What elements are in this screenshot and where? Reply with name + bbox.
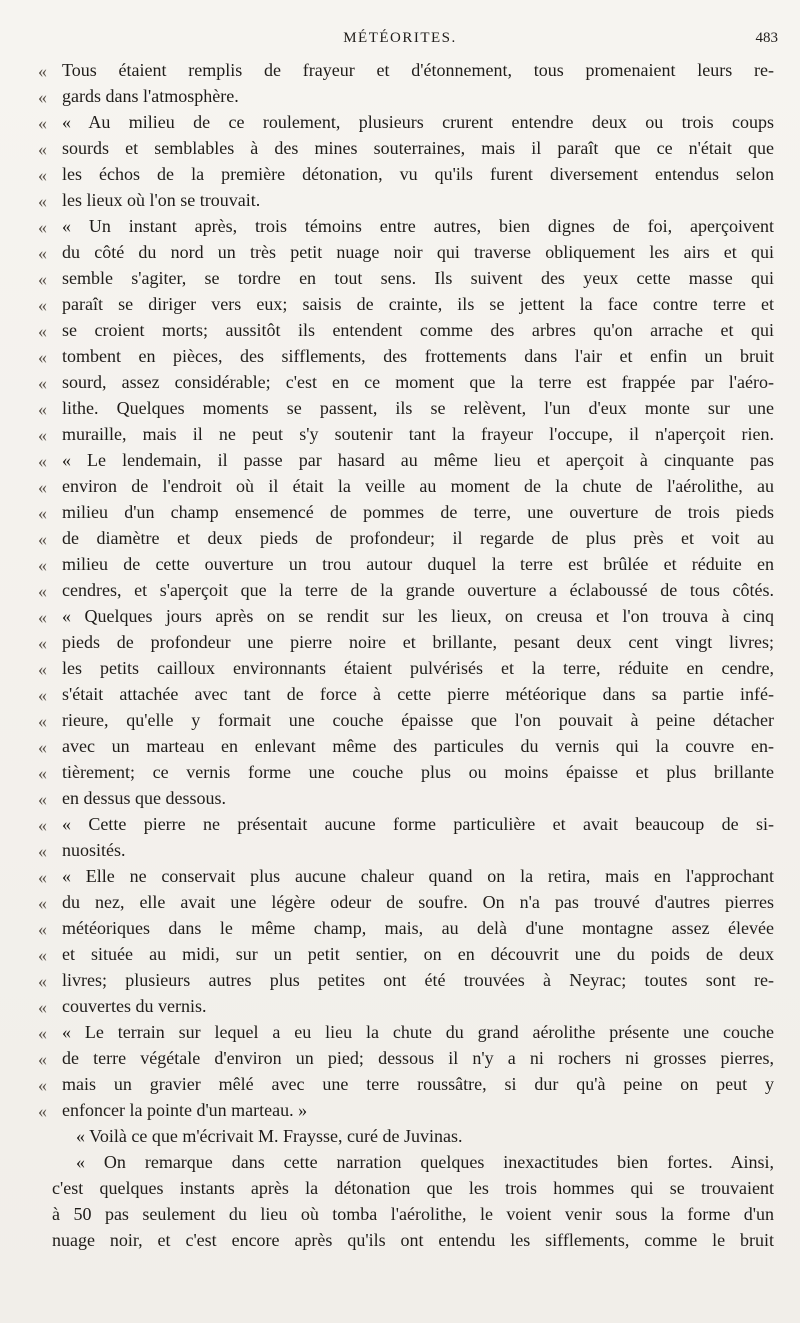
text-line — [0, 422, 800, 448]
line-text: tièrement; ce vernis forme une couche plus ou moins épaisse et plus brillante — [62, 762, 774, 782]
text-line — [0, 994, 800, 1020]
text-line — [0, 136, 800, 162]
text-line — [0, 214, 800, 240]
text-line — [0, 396, 800, 422]
quote-marker: « — [38, 1049, 47, 1069]
line-text: météoriques dans le même champ, mais, au delà d'une montagne assez élevée — [62, 918, 774, 938]
text-line — [0, 162, 800, 188]
line-text: environ de l'endroit où il était la veille au moment de la chute de l'aérolithe, au — [62, 476, 774, 496]
page-number: 483 — [755, 30, 778, 46]
line-text: lithe. Quelques moments se passent, ils se relèvent, l'un d'eux monte sur une — [62, 398, 774, 418]
line-text: « Voilà ce que m'écrivait M. Fraysse, curé de Juvinas. — [76, 1126, 463, 1146]
quote-marker: « — [38, 893, 47, 913]
quote-marker: « — [38, 971, 47, 991]
text-line — [0, 682, 800, 708]
line-text: muraille, mais il ne peut s'y soutenir tant la frayeur l'occupe, il n'aperçoit rien. — [62, 424, 774, 444]
line-text: c'est quelques instants après la détonation que les trois hommes qui se trouvaient — [52, 1178, 774, 1198]
line-text: du côté du nord un très petit nuage noir qui traverse obliquement les airs et qui — [62, 242, 774, 262]
line-text: tombent en pièces, des sifflements, des frottements dans l'air et enfin un bruit — [62, 346, 774, 366]
text-line — [0, 526, 800, 552]
text-line — [0, 58, 800, 84]
text-line — [0, 1046, 800, 1072]
line-text: et située au midi, sur un petit sentier, on en découvrit une du poids de deux — [62, 944, 774, 964]
line-text: les petits cailloux environnants étaient pulvérisés et la terre, réduite en cendre, — [62, 658, 774, 678]
quote-marker: « — [38, 711, 47, 731]
line-text: cendres, et s'aperçoit que la terre de la grande ouverture a éclaboussé de tous côtés. — [62, 580, 774, 600]
quote-marker: « — [38, 1101, 47, 1121]
quote-marker: « — [38, 243, 47, 263]
text-line — [0, 1098, 800, 1124]
line-text: les lieux où l'on se trouvait. — [62, 190, 261, 210]
line-text: milieu de cette ouverture un trou autour duquel la terre est brûlée et réduite en — [62, 554, 774, 574]
quote-marker: « — [38, 581, 47, 601]
quote-marker: « — [38, 373, 47, 393]
quote-marker: « — [38, 139, 47, 159]
line-text: « On remarque dans cette narration quelques inexactitudes bien fortes. Ainsi, — [76, 1152, 774, 1172]
text-line — [0, 786, 800, 812]
quote-marker: « — [38, 659, 47, 679]
line-text: mais un gravier mêlé avec une terre roussâtre, si dur qu'à peine on peut y — [62, 1074, 774, 1094]
line-text: en dessus que dessous. — [62, 788, 226, 808]
line-text: nuage noir, et c'est encore après qu'ils ont entendu les sifflements, comme le bruit — [52, 1230, 774, 1250]
text-line — [0, 266, 800, 292]
line-text: « Un instant après, trois témoins entre autres, bien dignes de foi, aperçoivent — [62, 216, 774, 236]
line-text: « Elle ne conservait plus aucune chaleur quand on la retira, mais en l'approchant — [62, 866, 774, 886]
text-line — [0, 734, 800, 760]
quote-marker: « — [38, 399, 47, 419]
line-text: se croient morts; aussitôt ils entendent comme des arbres qu'on arrache et qui — [62, 320, 774, 340]
quote-marker: « — [38, 425, 47, 445]
quote-marker: « — [38, 165, 47, 185]
text-line — [0, 552, 800, 578]
line-text: « Au milieu de ce roulement, plusieurs crurent entendre deux ou trois coups — [62, 112, 774, 132]
line-text: s'était attachée avec tant de force à cette pierre météorique dans sa partie infé- — [62, 684, 774, 704]
line-text: du nez, elle avait une légère odeur de soufre. On n'a pas trouvé d'autres pierres — [62, 892, 774, 912]
text-line — [0, 344, 800, 370]
text-line — [0, 890, 800, 916]
quote-marker: « — [38, 191, 47, 211]
text-line — [0, 916, 800, 942]
text-line — [0, 84, 800, 110]
line-text: rieure, qu'elle y formait une couche épaisse que l'on pouvait à peine détacher — [62, 710, 774, 730]
text-line — [0, 1228, 800, 1254]
text-line — [0, 604, 800, 630]
line-text: pieds de profondeur une pierre noire et brillante, pesant deux cent vingt livres; — [62, 632, 774, 652]
text-line — [0, 864, 800, 890]
text-line — [0, 448, 800, 474]
text-line — [0, 1072, 800, 1098]
text-line — [0, 188, 800, 214]
text-line — [0, 812, 800, 838]
text-line — [0, 292, 800, 318]
text-line — [0, 630, 800, 656]
line-text: Tous étaient remplis de frayeur et d'étonnement, tous promenaient leurs re- — [62, 60, 774, 80]
quote-marker: « — [38, 867, 47, 887]
quote-marker: « — [38, 87, 47, 107]
quote-marker: « — [38, 763, 47, 783]
quote-marker: « — [38, 607, 47, 627]
line-text: enfoncer la pointe d'un marteau. » — [62, 1100, 308, 1120]
line-text: nuosités. — [62, 840, 126, 860]
line-text: « Cette pierre ne présentait aucune forme particulière et avait beaucoup de si- — [62, 814, 774, 834]
quote-marker: « — [38, 789, 47, 809]
quote-marker: « — [38, 477, 47, 497]
quote-marker: « — [38, 1023, 47, 1043]
line-text: sourd, assez considérable; c'est en ce moment que la terre est frappée par l'aéro- — [62, 372, 774, 392]
line-text: sourds et semblables à des mines souterraines, mais il paraît que ce n'était que — [62, 138, 774, 158]
text-line — [0, 1202, 800, 1228]
line-text: paraît se diriger vers eux; saisis de crainte, ils se jettent la face contre terre et — [62, 294, 774, 314]
text-line — [0, 1020, 800, 1046]
text-line — [0, 1150, 800, 1176]
line-text: de terre végétale d'environ un pied; dessous il n'y a ni rochers ni grosses pierres, — [62, 1048, 774, 1068]
text-line — [0, 318, 800, 344]
quote-marker: « — [38, 503, 47, 523]
quote-marker: « — [38, 815, 47, 835]
quote-marker: « — [38, 113, 47, 133]
quote-marker: « — [38, 347, 47, 367]
text-line — [0, 1124, 800, 1150]
quote-marker: « — [38, 841, 47, 861]
quote-marker: « — [38, 945, 47, 965]
text-line — [0, 838, 800, 864]
line-text: couvertes du vernis. — [62, 996, 207, 1016]
quote-marker: « — [38, 1075, 47, 1095]
quote-marker: « — [38, 269, 47, 289]
text-line — [0, 656, 800, 682]
quote-marker: « — [38, 295, 47, 315]
text-line — [0, 942, 800, 968]
text-line — [0, 968, 800, 994]
quote-marker: « — [38, 529, 47, 549]
text-line — [0, 1176, 800, 1202]
line-text: « Le lendemain, il passe par hasard au même lieu et aperçoit à cinquante pas — [62, 450, 774, 470]
quote-marker: « — [38, 737, 47, 757]
quote-marker: « — [38, 919, 47, 939]
page-header-title: MÉTÉORITES. — [343, 30, 457, 46]
line-text: semble s'agiter, se tordre en tout sens. Ils suivent des yeux cette masse qui — [62, 268, 774, 288]
line-text: livres; plusieurs autres plus petites ont été trouvées à Neyrac; toutes sont re- — [62, 970, 774, 990]
line-text: gards dans l'atmosphère. — [62, 86, 239, 106]
text-line — [0, 760, 800, 786]
quote-marker: « — [38, 633, 47, 653]
text-line — [0, 474, 800, 500]
quote-marker: « — [38, 997, 47, 1017]
line-text: « Quelques jours après on se rendit sur les lieux, on creusa et l'on trouva à cinq — [62, 606, 774, 626]
text-line — [0, 500, 800, 526]
quote-marker: « — [38, 451, 47, 471]
text-line — [0, 578, 800, 604]
line-text: de diamètre et deux pieds de profondeur; il regarde de plus près et voit au — [62, 528, 774, 548]
line-text: les échos de la première détonation, vu qu'ils furent diversement entendus selon — [62, 164, 774, 184]
text-line — [0, 110, 800, 136]
text-line — [0, 370, 800, 396]
quote-marker: « — [38, 217, 47, 237]
quote-marker: « — [38, 555, 47, 575]
text-line — [0, 708, 800, 734]
line-text: à 50 pas seulement du lieu où tomba l'aérolithe, le voient venir sous la forme d'un — [52, 1204, 774, 1224]
line-text: « Le terrain sur lequel a eu lieu la chute du grand aérolithe présente une couche — [62, 1022, 774, 1042]
text-line — [0, 240, 800, 266]
line-text: avec un marteau en enlevant même des particules du vernis qui la couvre en- — [62, 736, 774, 756]
line-text: milieu d'un champ ensemencé de pommes de terre, une ouverture de trois pieds — [62, 502, 774, 522]
quote-marker: « — [38, 321, 47, 341]
quote-marker: « — [38, 685, 47, 705]
quote-marker: « — [38, 61, 47, 81]
